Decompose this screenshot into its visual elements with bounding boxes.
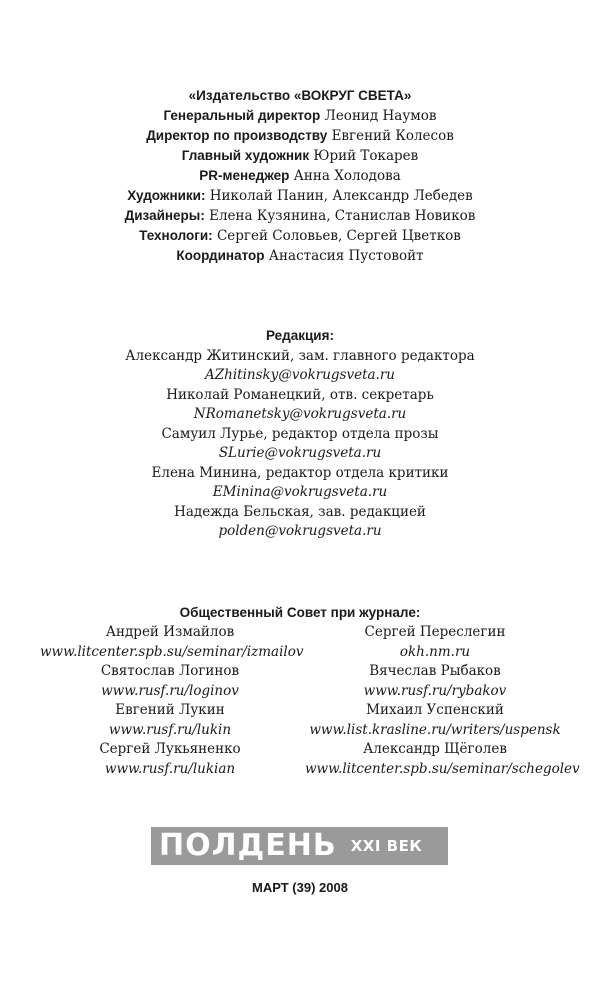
editor-email[interactable]: SLurie@vokrugsveta.ru <box>218 445 382 461</box>
magazine-logo <box>151 827 448 865</box>
editor-email[interactable]: NRomanetsky@vokrugsveta.ru <box>193 406 407 422</box>
council-member-url[interactable]: www.rusf.ru/rybakov <box>363 682 507 699</box>
logo-title: ПОЛДЕНЬ <box>159 828 337 863</box>
logo-subtitle: XXI ВЕК <box>350 837 423 855</box>
editor-email[interactable]: EMinina@vokrugsveta.ru <box>212 484 388 500</box>
staff-line: Дизайнеры: Елена Кузянина, Станислав Новиков <box>124 208 476 224</box>
council-member-name: Михаил Успенский <box>366 702 504 718</box>
council-member-url[interactable]: www.litcenter.spb.su/seminar/schegolev <box>305 760 580 777</box>
council-heading: Общественный Совет при журнале: <box>179 605 421 620</box>
council-member-name: Александр Щёголев <box>363 741 507 757</box>
editor-entry: Самуил Лурье, редактор отдела прозы <box>161 426 439 442</box>
council-member-url[interactable]: okh.nm.ru <box>399 643 471 660</box>
council-member-name: Сергей Лукьяненко <box>99 741 241 757</box>
staff-line: Директор по производству Евгений Колесов <box>146 128 454 144</box>
publisher-line: «Издательство «ВОКРУГ СВЕТА» <box>188 88 412 103</box>
editorial-heading: Редакция: <box>266 328 334 343</box>
staff-line: Координатор Анастасия Пустовойт <box>176 248 424 264</box>
council-member-name: Сергей Переслегин <box>364 624 506 640</box>
staff-line: Генеральный директор Леонид Наумов <box>163 108 437 124</box>
council-right-column <box>305 623 580 779</box>
council-member-name: Андрей Измайлов <box>105 624 235 640</box>
editor-entry: Елена Минина, редактор отдела критики <box>151 465 449 481</box>
issue-date: МАРТ (39) 2008 <box>252 880 348 895</box>
council-member-url[interactable]: www.rusf.ru/loginov <box>101 682 239 699</box>
council-member-url[interactable]: www.rusf.ru/lukin <box>108 721 232 738</box>
editor-entry: Александр Житинский, зам. главного редактора <box>125 348 475 364</box>
editor-entry: Николай Романецкий, отв. секретарь <box>166 387 434 403</box>
staff-line: PR-менеджер Анна Холодова <box>199 168 401 184</box>
editor-entry: Надежда Бельская, зав. редакцией <box>174 504 426 520</box>
staff-line: Технологи: Сергей Соловьев, Сергей Цветков <box>139 228 461 244</box>
council-member-name: Евгений Лукин <box>115 702 225 718</box>
staff-line: Главный художник Юрий Токарев <box>181 148 419 164</box>
council-member-url[interactable]: www.list.krasline.ru/writers/uspensk <box>309 721 561 738</box>
staff-line: Художники: Николай Панин, Александр Лебедев <box>127 188 473 204</box>
council-left-column <box>40 623 304 779</box>
council-member-url[interactable]: www.litcenter.spb.su/seminar/izmailov <box>40 643 304 660</box>
council-member-name: Святослав Логинов <box>100 663 240 679</box>
editor-email[interactable]: AZhitinsky@vokrugsveta.ru <box>205 367 395 383</box>
editor-email[interactable]: polden@vokrugsveta.ru <box>218 523 382 539</box>
council-member-name: Вячеслав Рыбаков <box>369 663 501 679</box>
council-member-url[interactable]: www.rusf.ru/lukian <box>104 760 236 777</box>
